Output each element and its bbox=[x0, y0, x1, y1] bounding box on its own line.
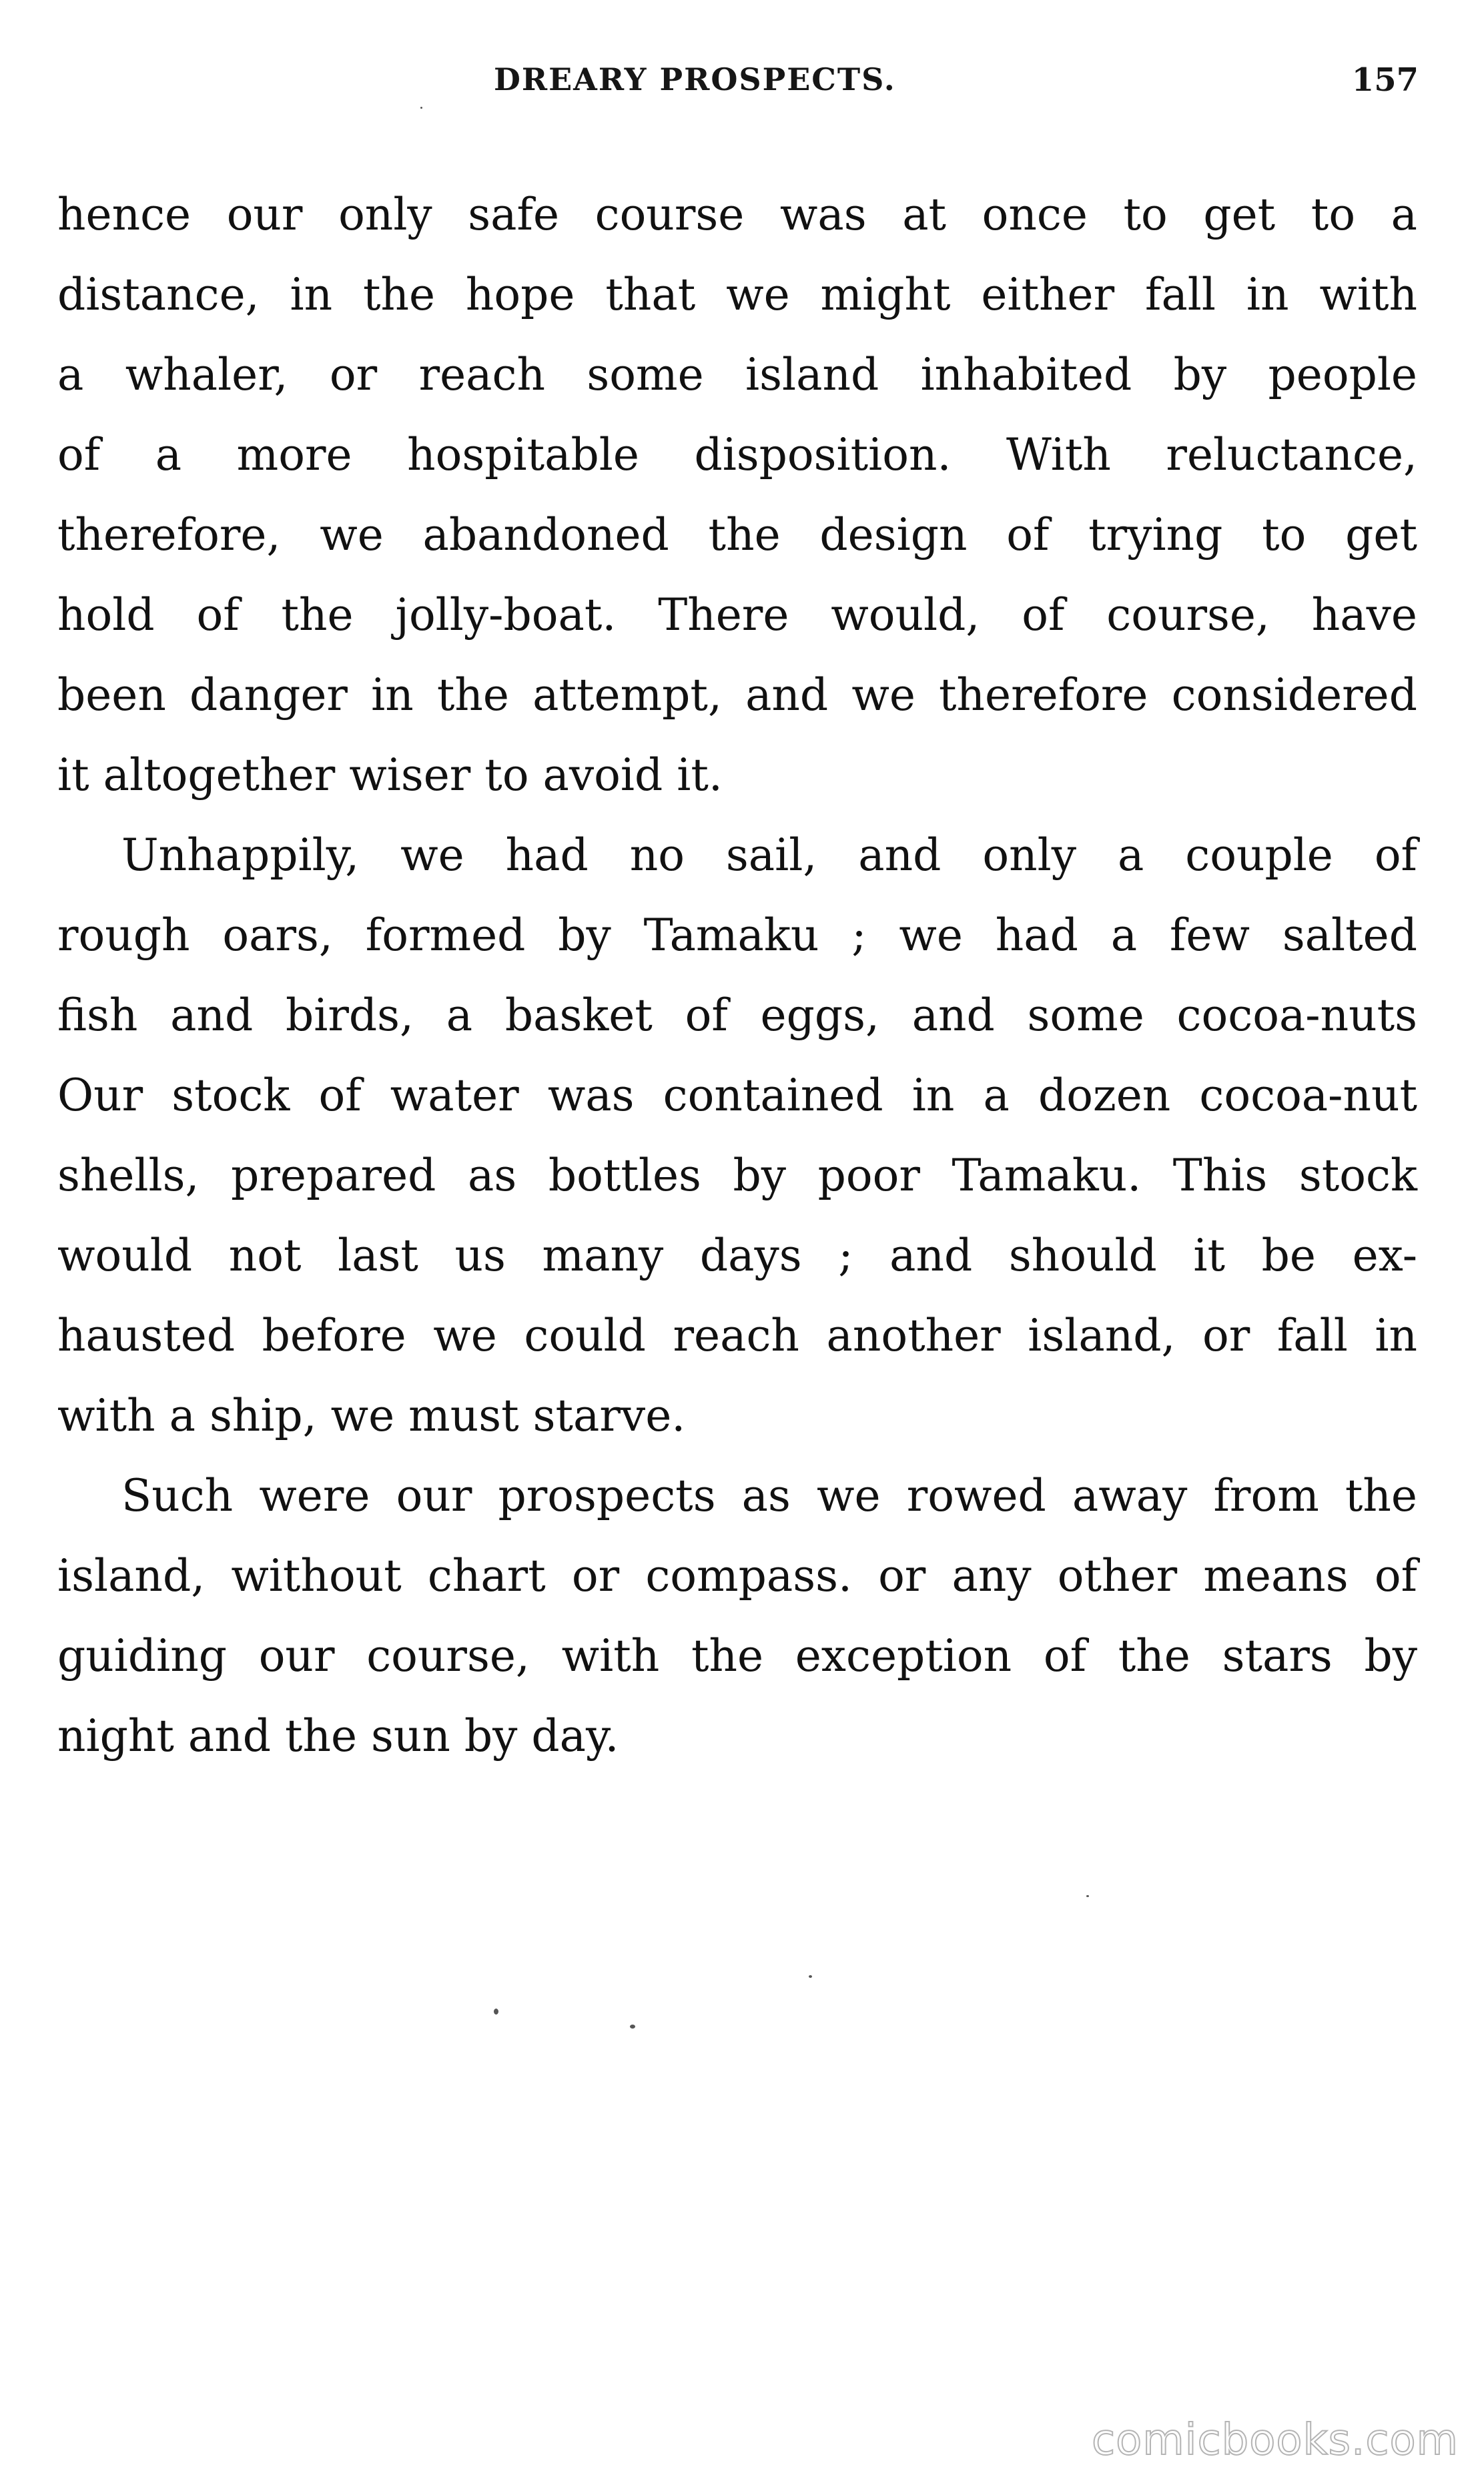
text-line: would not last us many days ; and should it be ex- bbox=[57, 1230, 1417, 1281]
scan-speck bbox=[630, 2025, 635, 2029]
text-line: rough oars, formed by Tamaku ; we had a few salted bbox=[57, 910, 1417, 961]
text-line: of a more hospitable disposition. With reluctance, bbox=[57, 429, 1417, 480]
text-line: therefore, we abandoned the design of trying to get bbox=[57, 509, 1417, 561]
text-line: Our stock of water was contained in a dozen cocoa-nut bbox=[57, 1070, 1417, 1121]
text-line: hence our only safe course was at once to get to a bbox=[57, 189, 1417, 240]
running-title: DREARY PROSPECTS. bbox=[494, 61, 896, 97]
text-line: shells, prepared as bottles by poor Tamaku. This stock bbox=[57, 1150, 1417, 1201]
paragraph-2 bbox=[57, 815, 1417, 1456]
text-line: a whaler, or reach some island inhabited by people bbox=[57, 349, 1417, 400]
paragraph-1 bbox=[57, 175, 1417, 815]
text-line: with a ship, we must starve. bbox=[57, 1390, 686, 1441]
watermark: comicbooks.com bbox=[1091, 2416, 1459, 2465]
running-header bbox=[0, 61, 1484, 115]
body-text bbox=[57, 175, 1417, 1776]
scan-speck bbox=[494, 2009, 498, 2015]
text-line: Such were our prospects as we rowed away from the bbox=[121, 1470, 1417, 1521]
scan-speck bbox=[420, 107, 422, 109]
text-line: island, without chart or compass. or any other means of bbox=[57, 1550, 1417, 1602]
text-line: been danger in the attempt, and we therefore considered bbox=[57, 669, 1417, 721]
scan-speck bbox=[1086, 1895, 1089, 1897]
text-line: it altogether wiser to avoid it. bbox=[57, 749, 723, 801]
text-line: hausted before we could reach another island, or fall in bbox=[57, 1310, 1417, 1361]
page-number: 157 bbox=[1351, 61, 1419, 99]
text-line: distance, in the hope that we might either fall in with bbox=[57, 269, 1417, 320]
paragraph-3 bbox=[57, 1456, 1417, 1776]
text-line: fish and birds, a basket of eggs, and some cocoa-nuts bbox=[57, 990, 1417, 1041]
text-line: night and the sun by day. bbox=[57, 1710, 619, 1762]
text-line: hold of the jolly-boat. There would, of course, have bbox=[57, 589, 1417, 641]
text-line: guiding our course, with the exception of the stars by bbox=[57, 1630, 1417, 1682]
scan-speck bbox=[809, 1975, 812, 1978]
text-line: Unhappily, we had no sail, and only a couple of bbox=[121, 829, 1417, 881]
